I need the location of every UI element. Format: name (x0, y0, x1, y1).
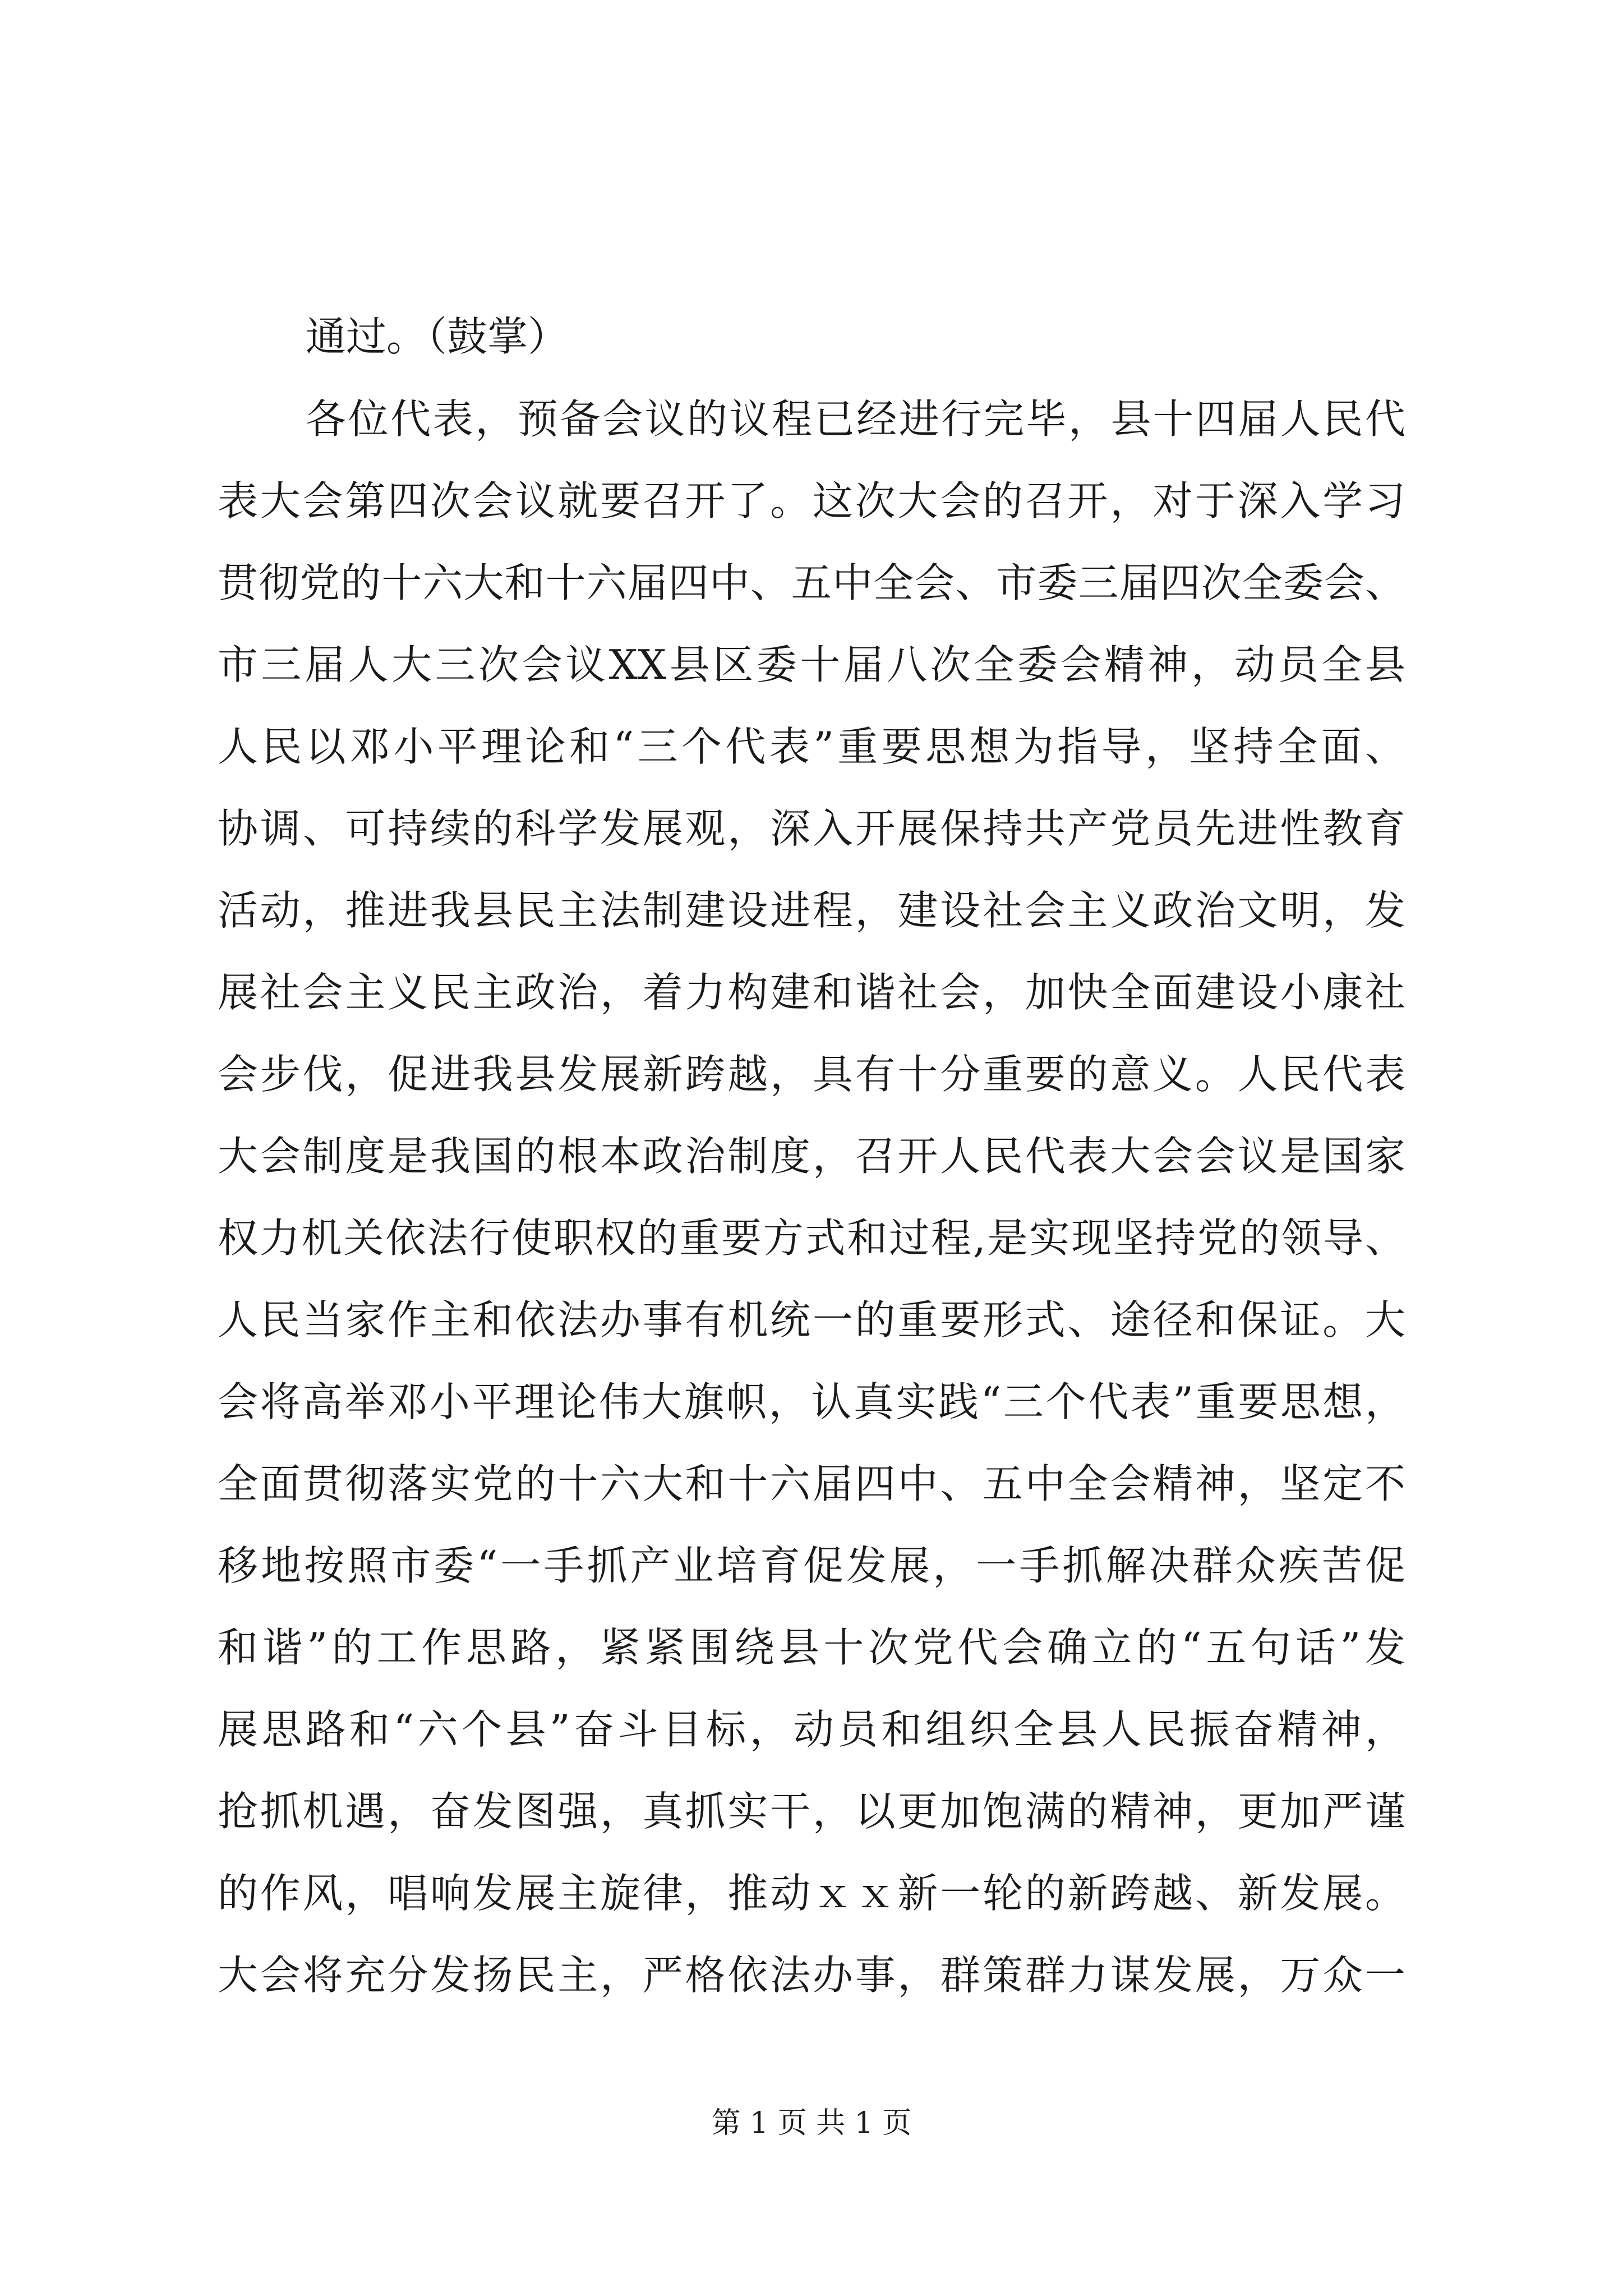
text-line-15: 全面贯彻落实党的十六大和十六届四中、五中全会精神，坚定不 (218, 1460, 1405, 1507)
text-line-14: 会将高举邓小平理论伟大旗帜，认真实践“三个代表”重要思想， (218, 1378, 1405, 1425)
text-line-2: 各位代表，预备会议的议程已经进行完毕，县十四届人民代 (306, 395, 1405, 443)
text-line-5: 市三届人大三次会议XX县区委十届八次全委会精神，动员全县 (218, 641, 1405, 688)
text-line-10: 会步伐，促进我县发展新跨越，具有十分重要的意义。人民代表 (218, 1051, 1405, 1098)
text-line-20: 的作风，唱响发展主旋律，推动ｘｘ新一轮的新跨越、新发展。 (218, 1870, 1405, 1917)
text-line-13: 人民当家作主和依法办事有机统一的重要形式、途径和保证。大 (218, 1296, 1405, 1343)
text-line-16: 移地按照市委“一手抓产业培育促发展，一手抓解决群众疾苦促 (218, 1542, 1405, 1589)
text-line-3: 表大会第四次会议就要召开了。这次大会的召开，对于深入学习 (218, 477, 1405, 524)
text-line-4: 贯彻党的十六大和十六届四中、五中全会、市委三届四次全委会、 (218, 559, 1405, 606)
text-line-19: 抢抓机遇，奋发图强，真抓实干，以更加饱满的精神，更加严谨 (218, 1788, 1405, 1835)
text-line-21: 大会将充分发扬民主，严格依法办事，群策群力谋发展，万众一 (218, 1952, 1405, 1999)
text-line-17: 和谐”的工作思路，紧紧围绕县十次党代会确立的“五句话”发 (218, 1624, 1405, 1671)
text-line-11: 大会制度是我国的根本政治制度，召开人民代表大会会议是国家 (218, 1133, 1405, 1180)
page-number-footer: 第 1 页 共 1 页 (711, 2106, 912, 2140)
text-line-9: 展社会主义民主政治，着力构建和谐社会，加快全面建设小康社 (218, 969, 1405, 1016)
text-line-7: 协调、可持续的科学发展观，深入开展保持共产党员先进性教育 (218, 805, 1405, 852)
text-line-18: 展思路和“六个县”奋斗目标，动员和组织全县人民振奋精神， (218, 1706, 1405, 1753)
text-line-1: 通过。（鼓掌） (306, 313, 569, 360)
text-line-12: 权力机关依法行使职权的重要方式和过程,是实现坚持党的领导、 (218, 1214, 1405, 1262)
text-line-8: 活动，推进我县民主法制建设进程，建设社会主义政治文明，发 (218, 887, 1405, 934)
text-line-6: 人民以邓小平理论和“三个代表”重要思想为指导，坚持全面、 (218, 723, 1405, 770)
